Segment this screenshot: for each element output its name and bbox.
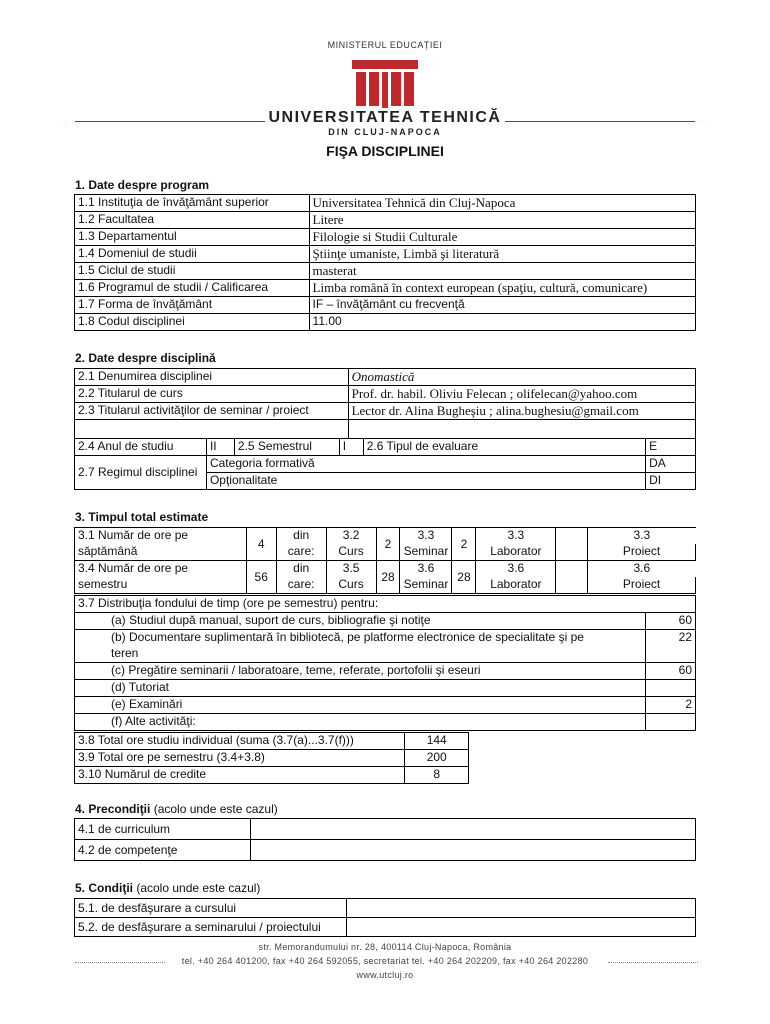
table-row [75,918,696,937]
table-row [75,899,696,918]
section-1-title: 1. Date despre program [75,178,210,192]
distribution-heading: 3.7 Distribuţia fondului de timp (ore pe semestru) pentru: [75,596,696,613]
table-row [75,840,696,861]
empty-cell [348,420,695,439]
precondition-value [250,819,695,840]
row-label: 1.2 Facultatea [75,212,310,229]
row-label: 1.3 Departamentul [75,229,310,246]
row-value: Filologie si Studii Culturale [309,229,695,246]
table-row [75,528,696,545]
semester-label: 2.5 Semestrul [234,439,339,456]
seminar-hours-week: 2 [452,528,476,561]
section-4-title [75,802,278,816]
course-titular-label: 2.2 Titularul de curs [75,386,349,403]
row-label: 1.1 Instituţia de învăţământ superior [75,195,310,212]
table-row [75,369,696,386]
total-label: 3.9 Total ore pe semestru (3.4+3.8) [75,750,405,767]
total-value: 144 [405,733,469,750]
table-row [75,386,696,403]
project-label: Proiect [588,577,696,594]
time-distribution-table [74,595,696,731]
table-row [75,195,696,212]
table-row [75,420,696,439]
evaluation-label: 2.6 Tipul de evaluare [363,439,645,456]
footer-address: str. Memorandumului nr. 28, 400114 Cluj-Napoca, România [258,942,512,952]
section-2-title: 2. Date despre disciplină [75,351,216,365]
table-row [75,750,469,767]
seminar-hours-sem: 28 [452,561,476,594]
distribution-item: teren [75,646,646,663]
course-hours-week: 2 [376,528,400,561]
table-row [75,561,696,578]
discipline-name-value: Onomastică [348,369,695,386]
din-label: din [276,528,326,545]
distribution-item: (e) Examinări [75,697,646,714]
course-label: Curs [326,577,376,594]
table-row [75,714,696,731]
year-label: 2.4 Anul de studiu [75,439,207,456]
distribution-value: 60 [646,663,696,680]
distribution-item: (b) Documentare suplimentară în bibliotecă, pe platforme electronice de specialitate şi pe [75,630,646,647]
university-logo [352,60,418,111]
course-code: 3.5 [326,561,376,578]
course-label: Curs [326,544,376,561]
total-label: 3.10 Numărul de credite [75,767,405,784]
hours-sem-label-b: semestru [75,577,247,594]
seminar-label: Seminar [403,544,449,558]
section-5-title-bold: 5. Condiţii [75,881,133,895]
hours-week-label-a: 3.1 Număr de ore pe [75,528,247,545]
project-code: 3.3 [588,528,696,545]
lab-hours-sem [556,561,588,594]
din-label: din [276,561,326,578]
table-row [75,297,696,314]
table-row [75,314,696,331]
distribution-item: (f) Alte activităţi: [75,714,646,731]
footer-phones: tel. +40 264 401200, fax +40 264 592055, secretariat tel. +40 264 202209, fax +40 264 202280 [181,956,589,966]
section-5-title [75,881,260,895]
optional-value: DI [646,473,696,490]
row-label: 1.8 Codul disciplinei [75,314,310,331]
row-value: Limba română în context european (spaţiu, cultură, comunicare) [309,280,695,297]
discipline-regime-table [74,438,696,490]
distribution-value [646,646,696,663]
project-code: 3.6 [588,561,696,578]
table-row [75,246,696,263]
row-value: masterat [309,263,695,280]
distribution-value: 2 [646,697,696,714]
footer-website: www.utcluj.ro [356,970,414,980]
semester-value: I [339,439,363,456]
distribution-item: (c) Pregătire seminarii / laboratoare, teme, referate, portofolii şi eseuri [75,663,646,680]
distribution-value [646,680,696,697]
row-value: Litere [309,212,695,229]
total-value: 8 [405,767,469,784]
condition-label: 5.2. de desfăşurare a seminarului / proiectului [75,918,347,937]
lab-hours-week [556,528,588,561]
table-row [75,456,696,473]
distribution-value [646,714,696,731]
section-5-title-rest: (acolo unde este cazul) [133,881,261,895]
row-value: IF – învăţământ cu frecvenţă [309,297,695,314]
precondition-value [250,840,695,861]
regime-label: 2.7 Regimul disciplinei [75,456,207,490]
section-4-title-bold: 4. Precondiţii [75,802,151,816]
row-value: 11.00 [309,314,695,331]
precondition-label: 4.2 de competenţe [75,840,251,861]
table-row [75,680,696,697]
conditions-table [74,898,696,937]
time-table [74,527,696,594]
table-row [75,280,696,297]
lab-code: 3.3 [476,528,556,545]
table-row [75,819,696,840]
hours-sem-total: 56 [246,561,276,594]
table-row [75,229,696,246]
ministry-name: MINISTERUL EDUCAȚIEI [327,40,443,50]
row-value: Universitatea Tehnică din Cluj-Napoca [309,195,695,212]
table-row [75,646,696,663]
table-row [75,596,696,613]
table-row [75,733,469,750]
table-row [75,212,696,229]
discipline-table [74,368,696,439]
row-label: 1.4 Domeniul de studii [75,246,310,263]
table-row [75,263,696,280]
hours-week-total: 4 [246,528,276,561]
row-label: 1.7 Forma de învăţământ [75,297,310,314]
category-label: Categoria formativă [206,456,645,473]
seminar-titular-label: 2.3 Titularul activităţilor de seminar / proiect [75,403,349,420]
table-row [75,439,696,456]
evaluation-value: E [646,439,696,456]
table-row [75,403,696,420]
lab-code: 3.6 [476,561,556,578]
lab-label: Laborator [476,577,556,594]
table-row [75,613,696,630]
discipline-name-label: 2.1 Denumirea disciplinei [75,369,349,386]
totals-table [74,732,469,784]
table-row [75,697,696,714]
distribution-value: 60 [646,613,696,630]
course-titular-value: Prof. dr. habil. Oliviu Felecan ; olifelecan@yahoo.com [348,386,695,403]
section-3-title: 3. Timpul total estimate [75,510,209,524]
seminar-code: 3.6 [400,561,452,578]
seminar-code: 3.3 [400,528,452,545]
empty-cell [75,420,349,439]
year-value: II [206,439,234,456]
total-label: 3.8 Total ore studiu individual (suma (3.7(a)...3.7(f))) [75,733,405,750]
condition-value [346,918,695,937]
course-hours-sem: 28 [376,561,400,594]
table-row [75,630,696,647]
program-table [74,194,696,331]
hours-sem-label-a: 3.4 Număr de ore pe [75,561,247,578]
seminar-titular-value: Lector dr. Alina Bugheşiu ; alina.bughesiu@gmail.com [348,403,695,420]
care-label: care: [276,577,326,594]
table-row [75,663,696,680]
care-label: care: [287,544,315,558]
category-value: DA [646,456,696,473]
distribution-item: (a) Studiul după manual, suport de curs, bibliografie şi notiţe [75,613,646,630]
section-4-title-rest: (acolo unde este cazul) [150,802,278,816]
total-value: 200 [405,750,469,767]
document-title: FIŞA DISCIPLINEI [326,143,444,159]
distribution-item: (d) Tutoriat [75,680,646,697]
university-name: UNIVERSITATEA TEHNICĂ [268,109,502,126]
condition-value [346,899,695,918]
table-row [75,767,469,784]
row-label: 1.6 Programul de studii / Calificarea [75,280,310,297]
university-city: DIN CLUJ-NAPOCA [328,127,442,137]
condition-label: 5.1. de desfăşurare a cursului [75,899,347,918]
distribution-value: 22 [646,630,696,647]
course-code: 3.2 [326,528,376,545]
lab-label: Laborator [490,544,542,558]
row-label: 1.5 Ciclul de studii [75,263,310,280]
preconditions-table [74,818,696,861]
seminar-label: Seminar [400,577,452,594]
hours-week-label-b: săptămână [75,544,247,561]
project-label: Proiect [588,544,696,561]
optional-label: Opţionalitate [206,473,645,490]
row-value: Ştiinţe umaniste, Limbă şi literatură [309,246,695,263]
precondition-label: 4.1 de curriculum [75,819,251,840]
